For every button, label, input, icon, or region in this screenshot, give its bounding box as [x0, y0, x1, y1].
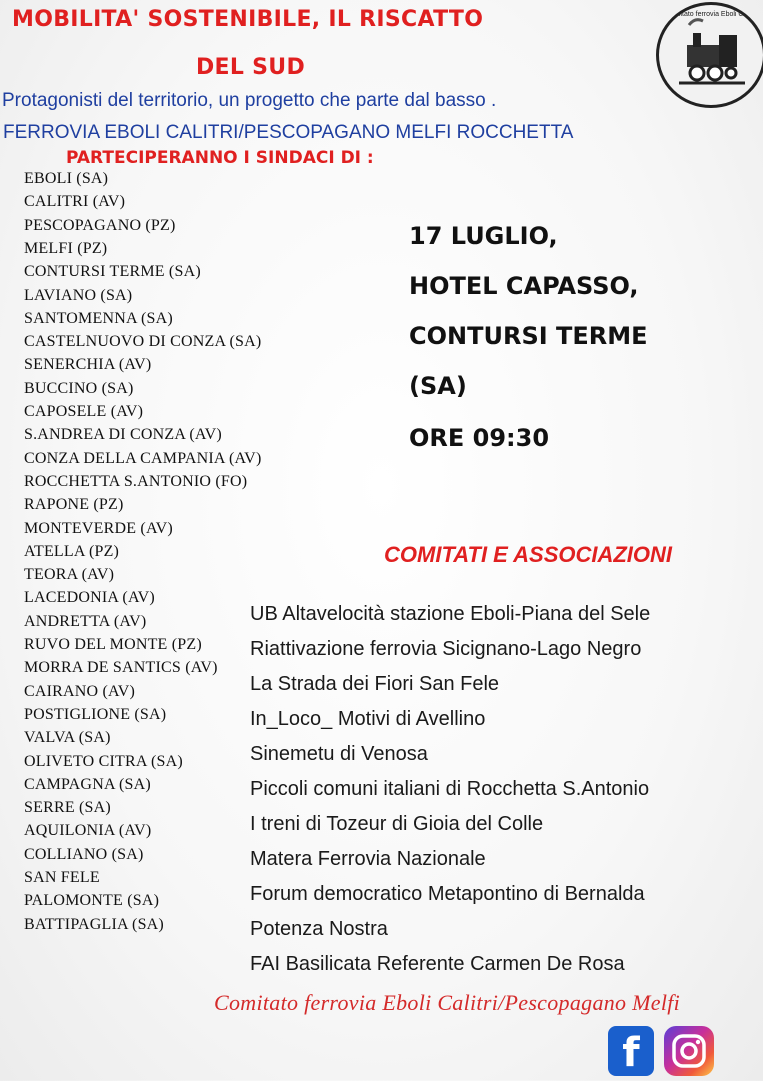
town-item: RUVO DEL MONTE (PZ): [24, 636, 202, 653]
town-item: LAVIANO (SA): [24, 286, 133, 304]
association-item: I treni di Tozeur di Gioia del Colle: [250, 813, 544, 835]
instagram-icon[interactable]: [664, 1026, 714, 1076]
title-line-2: DEL SUD: [196, 55, 306, 80]
town-item: PALOMONTE (SA): [24, 892, 160, 910]
association-item: Forum democratico Metapontino di Bernalda: [250, 883, 645, 905]
association-item: Sinemetu di Venosa: [250, 743, 428, 765]
town-item: CONTURSI TERME (SA): [24, 263, 201, 281]
town-item: CASTELNUOVO DI CONZA (SA): [24, 333, 262, 351]
facebook-icon[interactable]: f: [608, 1026, 654, 1076]
town-item: OLIVETO CITRA (SA): [24, 752, 183, 770]
association-item: UB Altavelocità stazione Eboli-Piana del Sele: [250, 603, 651, 625]
committee-logo: [656, 2, 763, 108]
town-item: COLLIANO (SA): [24, 845, 144, 863]
town-item: BATTIPAGLIA (SA): [24, 915, 164, 933]
town-item: CAPOSELE (AV): [24, 403, 144, 420]
town-item: CAIRANO (AV): [24, 682, 135, 700]
town-item: ATELLA (PZ): [24, 542, 120, 560]
town-item: MONTEVERDE (AV): [24, 519, 173, 537]
town-item: ANDRETTA (AV): [24, 612, 147, 630]
instagram-glyph: [664, 1026, 714, 1076]
town-item: PESCOPAGANO (PZ): [24, 216, 176, 234]
association-item: Piccoli comuni italiani di Rocchetta S.Antonio: [250, 778, 650, 800]
event-date: 17 LUGLIO,: [409, 222, 558, 250]
event-time: ORE 09:30: [409, 424, 550, 452]
event-province: (SA): [409, 372, 467, 400]
town-item: SERRE (SA): [24, 799, 111, 817]
town-item: POSTIGLIONE (SA): [24, 705, 167, 723]
town-item: TEORA (AV): [24, 566, 115, 584]
mayors-heading: PARTECIPERANNO I SINDACI DI :: [66, 148, 374, 168]
town-item: ROCCHETTA S.ANTONIO (FO): [24, 472, 248, 490]
association-item: In_Loco_ Motivi di Avellino: [250, 708, 486, 730]
title-line-1: MOBILITA' SOSTENIBILE, IL RISCATTO: [12, 7, 484, 32]
association-item: FAI Basilicata Referente Carmen De Rosa: [250, 953, 625, 975]
town-item: CALITRI (AV): [24, 193, 126, 211]
town-item: SENERCHIA (AV): [24, 356, 152, 374]
logo-text: Comitato ferrovia Eboli Calitri: [665, 11, 757, 18]
event-city: CONTURSI TERME: [409, 322, 648, 350]
town-item: RAPONE (PZ): [24, 496, 124, 514]
association-item: La Strada dei Fiori San Fele: [250, 673, 500, 695]
town-item: SAN FELE: [24, 869, 100, 886]
town-item: EBOLI (SA): [24, 170, 109, 187]
town-item: CONZA DELLA CAMPANIA (AV): [24, 449, 262, 467]
town-item: LACEDONIA (AV): [24, 589, 155, 607]
steam-locomotive-icon: [659, 5, 763, 105]
town-item: AQUILONIA (AV): [24, 822, 152, 840]
town-item: MELFI (PZ): [24, 239, 108, 257]
railway-line: FERROVIA EBOLI CALITRI/PESCOPAGANO MELFI ROCCHETTA: [3, 122, 574, 143]
town-item: SANTOMENNA (SA): [24, 309, 173, 327]
association-item: Matera Ferrovia Nazionale: [250, 848, 486, 870]
footer-signature: Comitato ferrovia Eboli Calitri/Pescopagano Melfi: [214, 990, 681, 1015]
town-item: CAMPAGNA (SA): [24, 775, 151, 793]
subtitle: Protagonisti del territorio, un progetto che parte dal basso .: [2, 90, 497, 111]
town-item: MORRA DE SANTICS (AV): [24, 659, 218, 677]
association-item: Potenza Nostra: [250, 918, 388, 940]
town-item: VALVA (SA): [24, 729, 111, 747]
town-item: S.ANDREA DI CONZA (AV): [24, 426, 222, 444]
town-item: BUCCINO (SA): [24, 379, 134, 397]
association-item: Riattivazione ferrovia Sicignano-Lago Negro: [250, 638, 642, 660]
event-venue: HOTEL CAPASSO,: [409, 272, 639, 300]
associations-heading: COMITATI E ASSOCIAZIONI: [384, 542, 673, 567]
